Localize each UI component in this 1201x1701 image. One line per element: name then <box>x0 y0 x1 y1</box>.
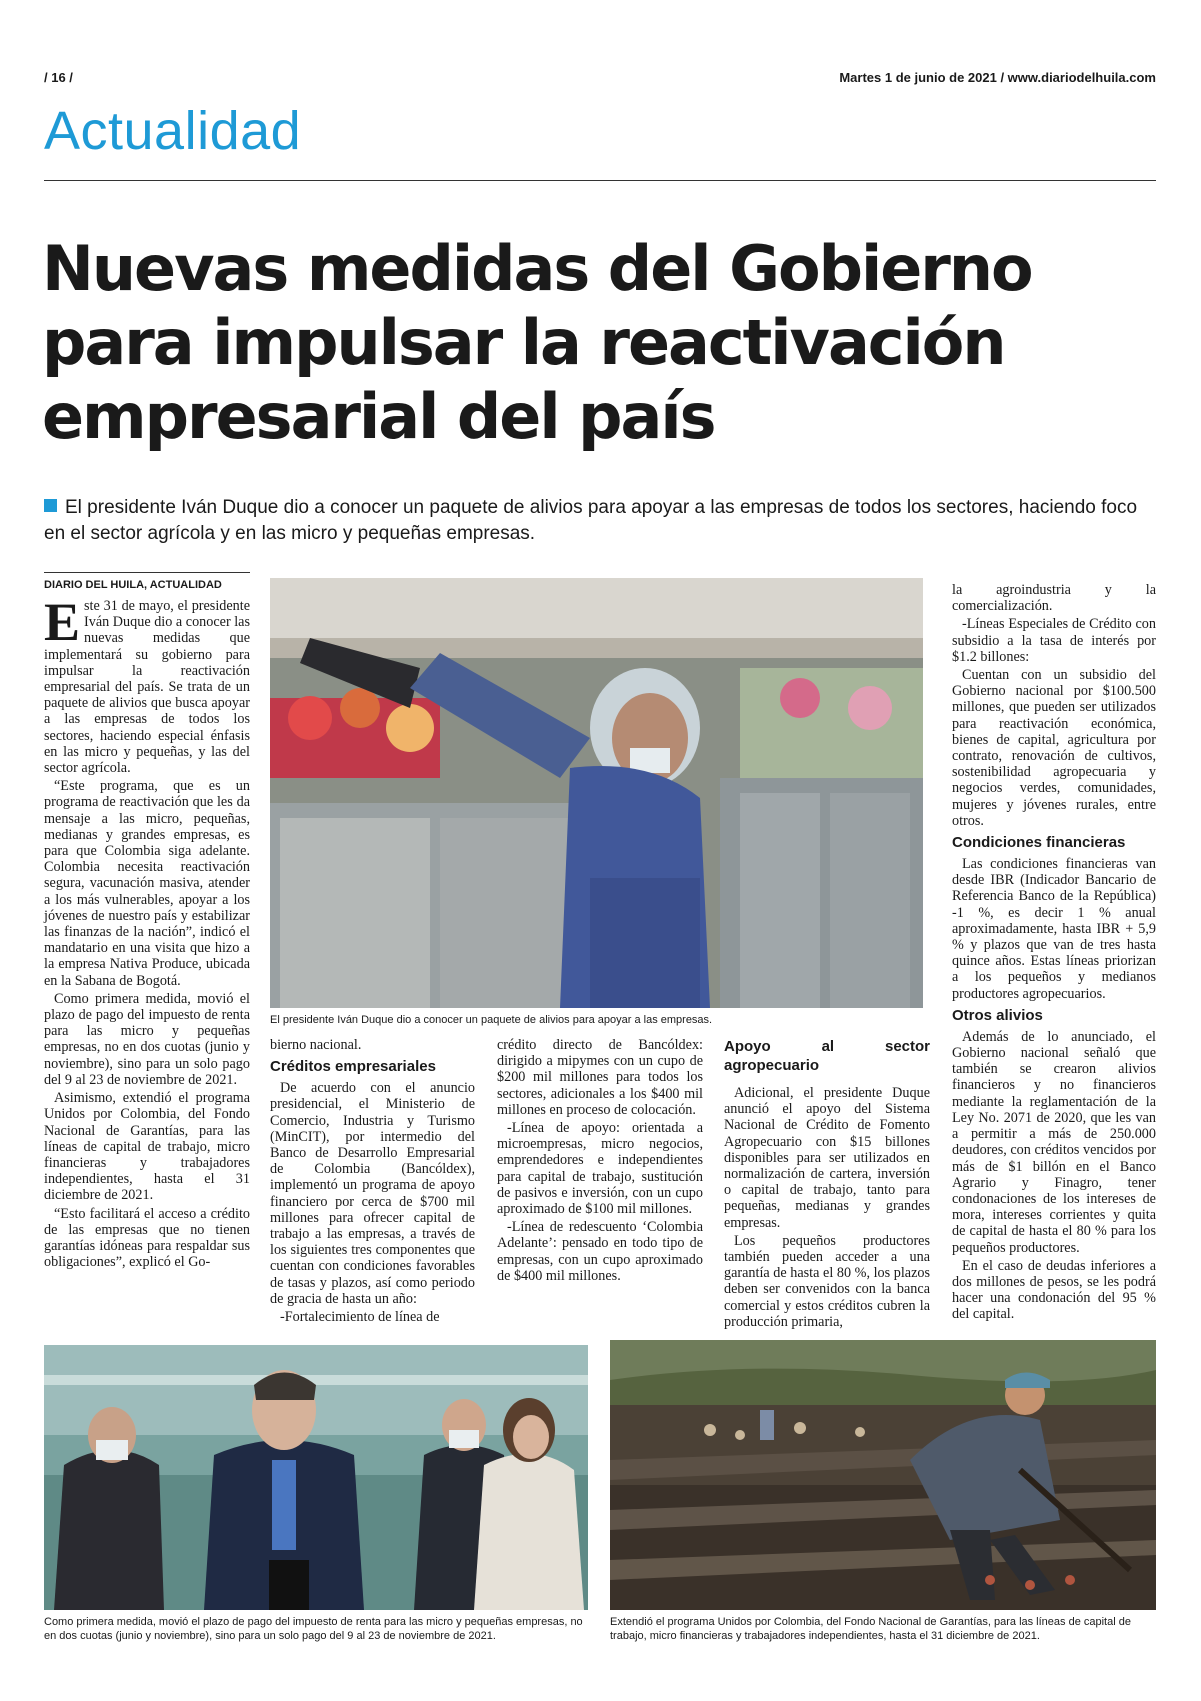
article-column-3 <box>497 1037 703 1286</box>
paragraph: Adicional, el presidente Duque anunció el apoyo del Sistema Nacional de Crédito de Fomento Agropecuario con $15 billones disponibles para ser utilizados en normalización de cartera, inversión o capital de trabajo, tanto para pequeñas, medianas y grandes empresas. <box>724 1085 930 1231</box>
article-column-1 <box>44 572 250 1272</box>
bottom-right-photo-farmers-field <box>610 1340 1156 1610</box>
subheading-otros-alivios: Otros alivios <box>952 1006 1043 1024</box>
subheading-creditos: Créditos empresariales <box>270 1058 436 1076</box>
date-and-site: Martes 1 de junio de 2021 / www.diariodelhuila.com <box>839 70 1156 85</box>
paragraph: bierno nacional. <box>270 1037 362 1053</box>
lead-text: El presidente Iván Duque dio a conocer un paquete de alivios para apoyar a las empresas de todos los sectores, haciendo foco en el sector agrícola y en las micro y pequeñas empresas. <box>44 497 1138 544</box>
paragraph: En el caso de deudas inferiores a dos millones de pesos, se les podrá hacer una condonación del 95 % del capital. <box>952 1257 1156 1323</box>
bullet-square-icon <box>44 499 57 512</box>
lead-paragraph <box>44 495 1156 547</box>
paragraph: crédito directo de Bancóldex: dirigido a mipymes con un cupo de $200 mil millones para todos los sectores, adicionales a los $400 mil millones en proceso de colocación. <box>497 1037 703 1118</box>
article-column-4 <box>724 1033 930 1332</box>
section-divider <box>44 180 1156 181</box>
paragraph: “Esto facilitará el acceso a crédito de las empresas que no tienen garantías idóneas para respaldar sus obligaciones”, explicó el Go- <box>44 1205 250 1271</box>
page-number: / 16 / <box>44 70 73 85</box>
paragraph: Cuentan con un subsidio del Gobierno nacional por $100.500 millones, que pueden ser utilizados para reactivación económica, bienes de capital, agricultura por contrato, renovación de cultivos, sostenibilidad agropecuaria y negocios verdes, comunidades, mujeres y jóvenes rurales, entre otros. <box>952 667 1156 829</box>
paragraph: Además de lo anunciado, el Gobierno nacional señaló que también se crearon alivios financieros y no financieros mediante la reglamentación de la Ley No. 2071 de 2020, que les van a permitir a más de 250.000 deudores, con créditos vencidos por más de $1 billón en el Banco Agrario y Finagro, tener condonaciones de los intereses de mora, intereses corrientes y quita de capital de hasta el 80 % para los pequeños productores. <box>952 1028 1156 1256</box>
paragraph: “Este programa, que es un programa de reactivación que les da mensaje a las micro, pequeñas, medianas y grandes empresas, es para que Colombia siga adelante. Colombia necesita reactivación segura, vacunación masiva, atender a los más vulnerables, apoyar a los jóvenes de nuestro país y estabilizar las finanzas de la nación”, indicó el mandatario en una visita que hizo a la empresa Nativa Produce, ubicada en la Sabana de Bogotá. <box>44 778 250 989</box>
bottom-left-photo-president-speech <box>44 1345 588 1610</box>
article-column-5 <box>952 582 1156 1325</box>
headline: Nuevas medidas del Gobierno para impulsar la reactivación empresarial del país <box>42 232 1032 453</box>
subheading-apoyo-agropecuario: Apoyo al sector agropecuario <box>724 1038 930 1074</box>
section-title: Actualidad <box>44 101 302 161</box>
byline: DIARIO DEL HUILA, ACTUALIDAD <box>44 572 250 592</box>
paragraph <box>44 592 250 777</box>
paragraph-text: ste 31 de mayo, el presidente Iván Duque dio a conocer las nuevas medidas que implementará su gobierno para impulsar la reactivación empresarial del país. Se trata de un paquete de alivios que busca apoyar a las empresas de todos los sectores, haciendo especial énfasis en las micro y pequeñas, y las del sector agrícola. <box>44 598 250 777</box>
paragraph: -Línea de redescuento ‘Colombia Adelante’: pensado en todo tipo de empresas, con un cupo aproximado de $400 mil millones. <box>497 1219 703 1284</box>
paragraph: Asimismo, extendió el programa Unidos por Colombia, del Fondo Nacional de Garantías, para las líneas de capital de trabajo, micro financieras y trabajadores independientes, hasta el 31 diciembre de 2021. <box>44 1090 250 1204</box>
paragraph: Los pequeños productores también pueden acceder a una garantía de hasta el 80 %, los plazos deben ser convenidos con la banca comercial y estos créditos cubren la producción primaria, <box>724 1232 930 1330</box>
paragraph: -Líneas Especiales de Crédito con subsidio a la tasa de interés por $1.2 billones: <box>952 616 1156 665</box>
main-photo-worker-face-shield <box>270 578 923 1008</box>
paragraph: -Fortalecimiento de línea de <box>280 1309 440 1326</box>
drop-cap: E <box>44 592 81 652</box>
paragraph: Las condiciones financieras van desde IBR (Indicador Bancario de Referencia Banco de la República) -1 %, es decir 1 % anual aproximadamente, hasta IBR + 5,9 % y plazos que van de tres hasta quince años. Estas líneas priorizan a los pequeños y medianos productores agropecuarios. <box>952 856 1156 1002</box>
paragraph: De acuerdo con el anuncio presidencial, el Ministerio de Comercio, Industria y Turismo (MinCIT), por intermedio del Banco de Desarrollo Empresarial de Colombia (Bancóldex), implementó un programa de apoyo financiero por cerca de $700 mil millones para ofrecer capital de trabajo a las empresas, a través de los siguientes tres componentes que cuentan con condiciones favorables de tasas y plazos, así como periodo de gracia de hasta un año: <box>270 1080 475 1307</box>
subheading-condiciones: Condiciones financieras <box>952 834 1126 852</box>
paragraph: la agroindustria y la comercialización. <box>952 582 1156 615</box>
paragraph: Como primera medida, movió el plazo de pago del impuesto de renta para las micro y pequeñas empresas, no en dos cuotas (junio y noviembre), sino para un solo pago del 9 al 23 de noviembre de 2021. <box>44 990 250 1088</box>
paragraph: -Línea de apoyo: orientada a microempresas, micro negocios, emprendedores e independientes para capital de trabajo, sustitución de pasivos e inversión, con un cupo aproximado de $100 mil millones. <box>497 1120 703 1218</box>
bottom-right-photo-caption: Extendió el programa Unidos por Colombia, del Fondo Nacional de Garantías, para las líneas de capital de trabajo, micro financieras y trabajadores independientes, hasta el 31 diciembre de 2021. <box>610 1616 1131 1642</box>
article-column-2 <box>270 1037 475 1327</box>
main-photo-caption: El presidente Iván Duque dio a conocer un paquete de alivios para apoyar a las empresas. <box>270 1014 713 1026</box>
bottom-left-photo-caption: Como primera medida, movió el plazo de pago del impuesto de renta para las micro y pequeñas empresas, no en dos cuotas (junio y noviembre), sino para un solo pago del 9 al 23 de noviembre de 2021. <box>44 1616 583 1642</box>
